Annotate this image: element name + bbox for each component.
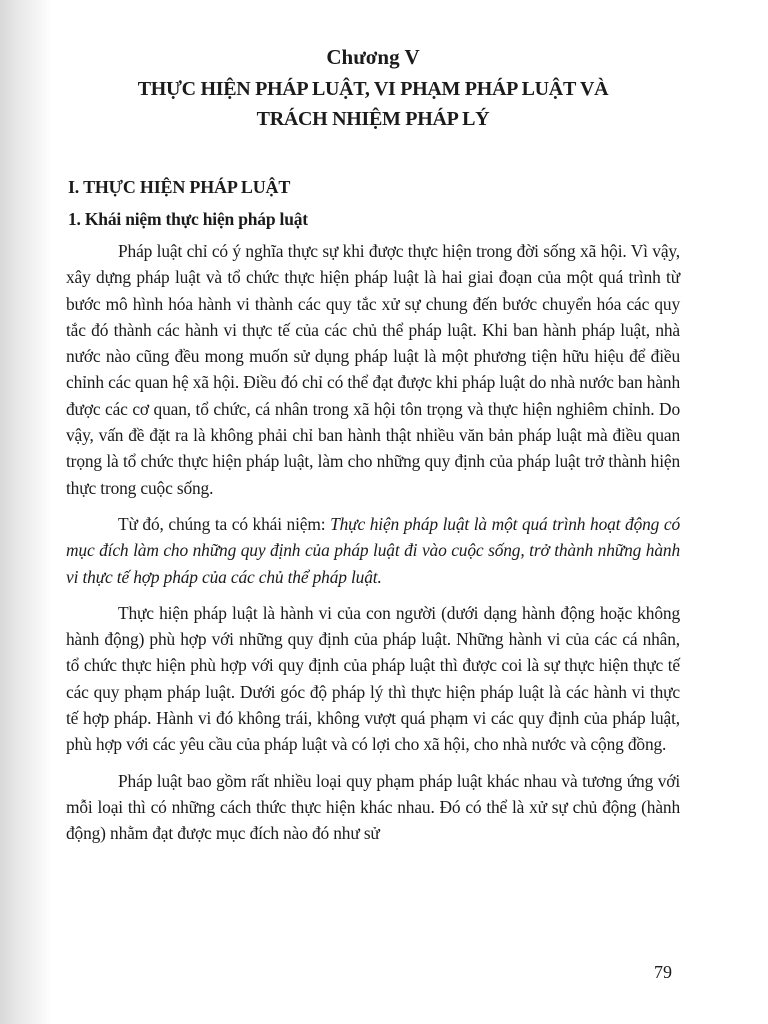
paragraph-3: Thực hiện pháp luật là hành vi của con người (dưới dạng hành động hoặc không hành động) phù hợp với những quy định của pháp luật. Những hành vi của các cá nhân, tổ chức thực hiện phù hợp với quy định của pháp luật thì được coi là sự thực hiện thực tế các quy phạm pháp luật. Dưới góc độ pháp lý thì thực hiện pháp luật là các hành vi thực tế hợp pháp. Hành vi đó không trái, không vượt quá phạm vi các quy định của pháp luật, phù hợp với các yêu cầu của pháp luật và có lợi cho xã hội, cho nhà nước và cộng đồng. [66, 602, 680, 755]
chapter-label: Chương V [326, 45, 420, 69]
paragraph-2 [66, 511, 680, 590]
chapter-title [66, 74, 680, 134]
chapter-title-line-1: THỰC HIỆN PHÁP LUẬT, VI PHẠM PHÁP LUẬT VÀ [137, 78, 609, 100]
paragraph-4: Pháp luật bao gồm rất nhiều loại quy phạm pháp luật khác nhau và tương ứng với mỗi loại thì có những cách thức thực hiện khác nhau. Đó có thể là xử sự chủ động (hành động) nhằm đạt được mục đích nào đó như sử [66, 770, 680, 844]
page-number: 79 [654, 962, 672, 982]
book-page [66, 28, 680, 1008]
paragraph-1: Pháp luật chỉ có ý nghĩa thực sự khi được thực hiện trong đời sống xã hội. Vì vậy, xây dựng pháp luật và tổ chức thực hiện pháp luật là hai giai đoạn của một quá trình từ bước mô hình hóa hành vi thành các quy tắc xử sự chung đến bước chuyển hóa các quy tắc đó thành các hành vi thực tế của các chủ thể pháp luật. Khi ban hành pháp luật, nhà nước nào cũng đều mong muốn sử dụng pháp luật là một phương tiện hữu hiệu để điều chỉnh các quan hệ xã hội. Điều đó chỉ có thể đạt được khi pháp luật do nhà nước ban hành được các cơ quan, tổ chức, cá nhân trong xã hội tôn trọng và thực hiện nghiêm chỉnh. Do vậy, vấn đề đặt ra là không phải chỉ ban hành thật nhiều văn bản pháp luật mà điều quan trọng là tổ chức thực hiện pháp luật, làm cho những quy định của pháp luật trở thành hiện thực trong cuộc sống. [66, 241, 680, 498]
section-heading: I. THỰC HIỆN PHÁP LUẬT [68, 177, 291, 197]
chapter-title-line-2: TRÁCH NHIỆM PHÁP LÝ [256, 108, 490, 130]
subsection-heading: 1. Khái niệm thực hiện pháp luật [68, 209, 308, 229]
paragraph-2-lead: Từ đó, chúng ta có khái niệm: [118, 513, 331, 534]
scan-shadow-edge [0, 0, 52, 1024]
definition-text: Thực hiện pháp luật là một quá trình hoạt động có mục đích làm cho những quy định của pháp luật đi vào cuộc sống, trở thành những hành vi thực tế hợp pháp của các chủ thể pháp luật. [66, 513, 680, 587]
